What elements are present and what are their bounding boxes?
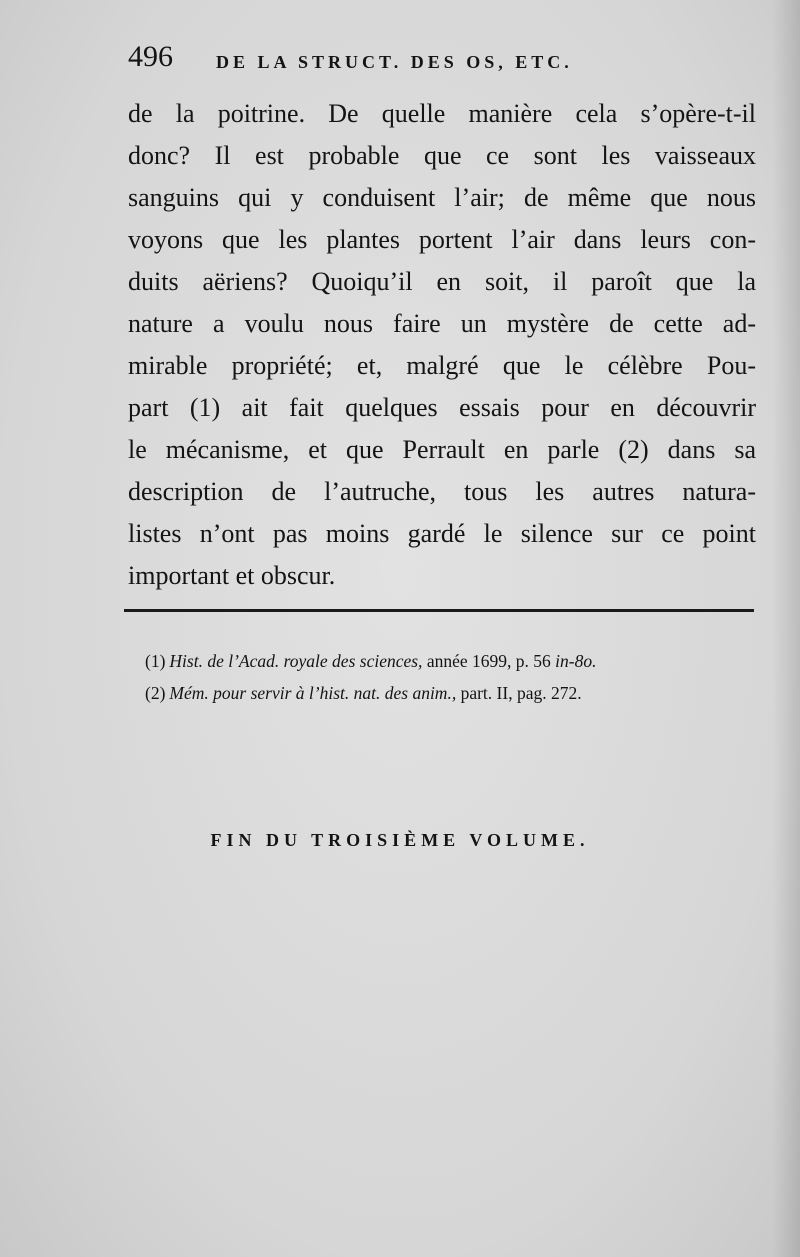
text-line: de la poitrine. De quelle manière cela s’opère-t-il: [128, 99, 756, 128]
text-line: duits aëriens? Quoiqu’il en soit, il paroît que la: [128, 267, 756, 296]
text-line: voyons que les plantes portent l’air dans leurs con-: [128, 225, 756, 254]
page-edge-shadow: [772, 0, 800, 1257]
text-line: listes n’ont pas moins gardé le silence sur ce point: [128, 519, 756, 548]
footnote-citation: Hist. de l’Acad. royale des sciences,: [169, 651, 423, 671]
body-text: [128, 93, 756, 597]
page-number: 496: [128, 40, 173, 73]
end-of-volume: FIN DU TROISIÈME VOLUME.: [210, 830, 590, 850]
footnote-detail: année 1699, p. 56: [422, 651, 556, 671]
text-line: mirable propriété; et, malgré que le célèbre Pou-: [128, 351, 756, 380]
running-head: DE LA STRUCT. DES OS, ETC.: [216, 52, 573, 72]
footnote: [145, 677, 755, 709]
footnote: [145, 645, 755, 677]
page-header: [128, 40, 768, 88]
text-line: donc? Il est probable que ce sont les vaisseaux: [128, 141, 756, 170]
text-line: sanguins qui y conduisent l’air; de même que nous: [128, 183, 756, 212]
footnote-detail: part. II, pag. 272.: [456, 683, 582, 703]
text-line: important et obscur.: [128, 561, 336, 590]
text-line: nature a voulu nous faire un mystère de cette ad-: [128, 309, 756, 338]
footnote-rule: [124, 609, 754, 612]
text-line: description de l’autruche, tous les autres natura-: [128, 477, 756, 506]
text-line: part (1) ait fait quelques essais pour en découvrir: [128, 393, 756, 422]
footnotes: [145, 645, 755, 709]
text-line: le mécanisme, et que Perrault en parle (2) dans sa: [128, 435, 756, 464]
footnote-citation: Mém. pour servir à l’hist. nat. des anim.,: [169, 683, 457, 703]
footnote-number: (1): [145, 651, 166, 671]
footnote-format: in-8o.: [555, 651, 597, 671]
footnote-number: (2): [145, 683, 166, 703]
